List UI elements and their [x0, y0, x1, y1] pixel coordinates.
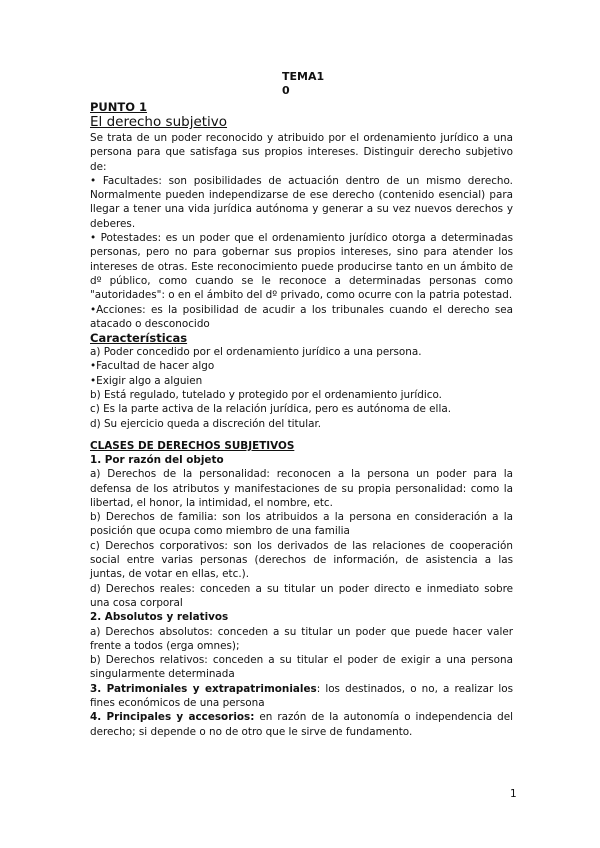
sec2-a: a) Derechos absolutos: conceden a su titular un poder que puede hacer valer frente a todos (erga omnes);	[90, 625, 513, 652]
clases-heading: CLASES DE DERECHOS SUBJETIVOS	[90, 439, 295, 452]
spacer	[90, 431, 513, 439]
sec2-b: b) Derechos relativos: conceden a su titular el poder de exigir a una persona singularmente determinada	[90, 654, 513, 681]
section-heading: El derecho subjetivo	[90, 114, 228, 130]
sec4-text: en razón de la autonomía o independencia del derecho; si depende o no de otro que le sirve de fundamento.	[90, 711, 513, 738]
caract-c: c) Es la parte activa de la relación jurídica, pero es autónoma de ella.	[90, 403, 452, 416]
sec1-d: d) Derechos reales: conceden a su titular un poder directo e inmediato sobre una cosa corporal	[90, 582, 513, 609]
title-line-1: TEMA1	[282, 70, 325, 83]
intro-paragraph: Se trata de un poder reconocido y atribuido por el ordenamiento jurídico a una persona para que satisfaga sus propios intereses. Distinguir derecho subjetivo de:	[90, 132, 513, 173]
sec3-text: : los destinados, o no, a realizar los fines económicos de una persona	[90, 682, 514, 709]
document-title	[282, 70, 324, 98]
sec1-a: a) Derechos de la personalidad: reconocen a la persona un poder para la defensa de los atributos y manifestaciones de su propia personalidad: como la libertad, el honor, la intimidad, el nombre, etc.	[90, 468, 513, 509]
caract-a2: •Exigir algo a alguien	[90, 374, 203, 387]
sec1-c: c) Derechos corporativos: son los derivados de las relaciones de cooperación social entre varias personas (derechos de información, de asistencia a las juntas, de votar en ellas, etc.).	[90, 539, 513, 581]
section-punto: PUNTO 1	[90, 100, 148, 114]
caract-a: a) Poder concedido por el ordenamiento jurídico a una persona.	[90, 346, 422, 359]
caracteristicas-heading: Características	[90, 331, 188, 346]
sec1-b: b) Derechos de familia: son los atribuidos a la persona en consideración a la posición que ocupa como miembro de una familia	[90, 511, 513, 538]
page-number: 1	[510, 788, 517, 800]
document-body	[90, 100, 513, 739]
sec3-paragraph	[90, 682, 513, 711]
bullet-potestades: • Potestades: es un poder que el ordenamiento jurídico otorga a determinadas personas, pero no para gobernar sus propios intereses, sino para atender los intereses de otras. Este reconocimiento puede producirse tanto en un ámbito de dº público, como cuando se le reconoce a determinadas personas como "autoridades": o en el ámbito del dº privado, como ocurre con la patria potestad.	[90, 232, 513, 302]
title-line-2: 0	[282, 84, 290, 97]
caract-d: d) Su ejercicio queda a discreción del titular.	[90, 417, 322, 430]
bullet-acciones: •Acciones: es la posibilidad de acudir a los tribunales cuando el derecho sea atacado o desconocido	[90, 303, 513, 330]
sec1-heading: 1. Por razón del objeto	[90, 453, 224, 466]
caract-b: b) Está regulado, tutelado y protegido por el ordenamiento jurídico.	[90, 389, 442, 402]
bullet-facultades: • Facultades: son posibilidades de actuación dentro de un mismo derecho. Normalmente pueden independizarse de ese derecho (contenido esencial) para llegar a tener una vida jurídica autónoma y generar a su vez nuevos derechos y deberes.	[90, 174, 513, 230]
sec2-heading: 2. Absolutos y relativos	[90, 611, 229, 624]
sec4-paragraph	[90, 710, 513, 739]
caract-a1: •Facultad de hacer algo	[90, 360, 215, 373]
sec4-heading: 4. Principales y accesorios:	[90, 711, 255, 724]
sec3-heading: 3. Patrimoniales y extrapatrimoniales	[90, 682, 317, 695]
